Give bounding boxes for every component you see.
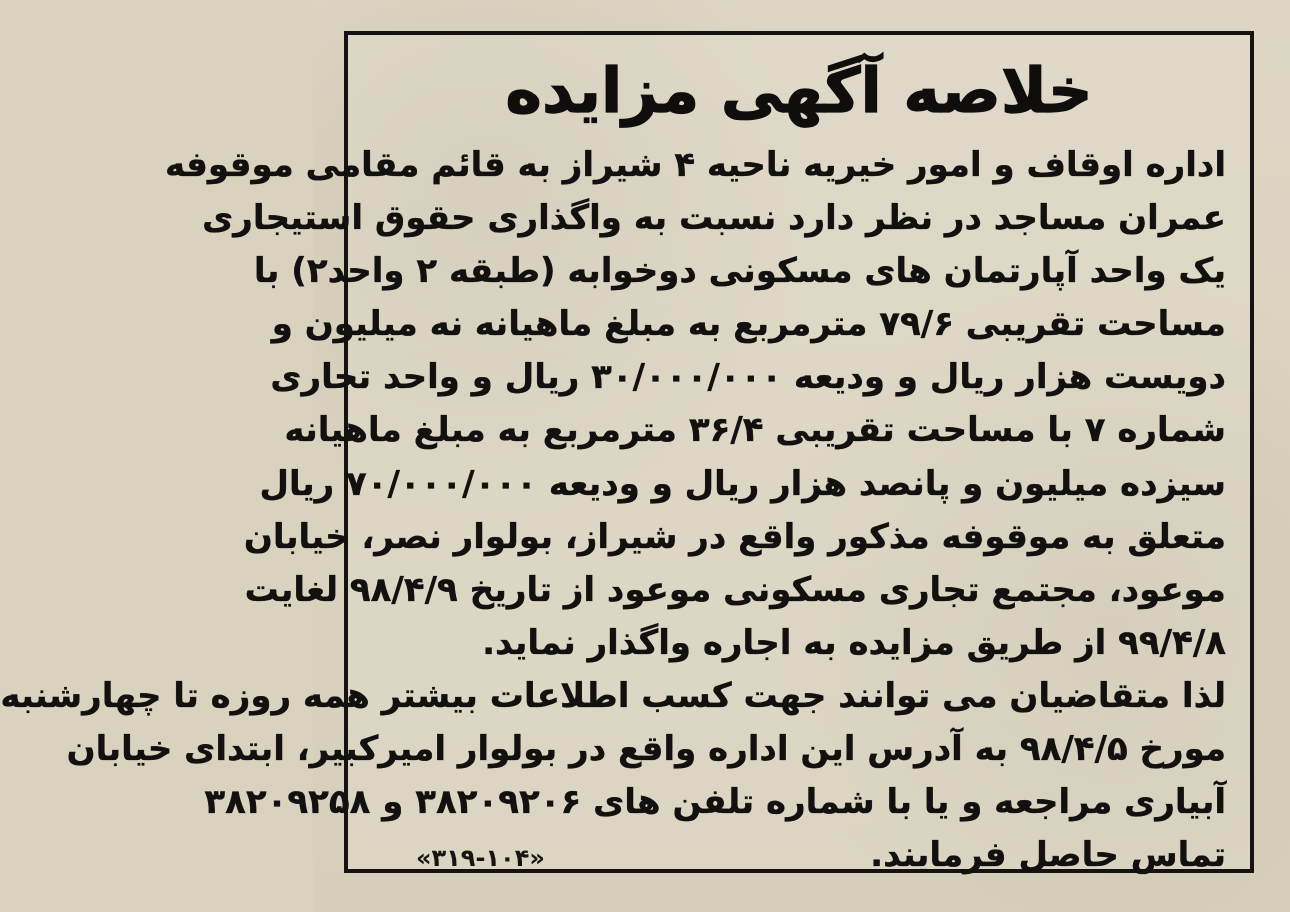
notice-line-6: شماره ۷ با مساحت تقریبی ۳۶/۴ مترمربع به مبلغ ماهیانه (284, 410, 1226, 451)
auction-notice (0, 31, 1254, 876)
notice-line-10: ۹۹/۴/۸ از طریق مزایده به اجاره واگذار نماید. (482, 622, 1226, 663)
notice-reference-number: «۳۱۹-۱۰۴» (416, 844, 545, 872)
notice-line-11: لذا متقاضیان می توانند جهت کسب اطلاعات بیشتر همه روزه تا چهارشنبه (0, 675, 1226, 716)
notice-line-5: دویست هزار ریال و ودیعه ۳۰/۰۰۰/۰۰۰ ریال و واحد تجاری (270, 357, 1226, 398)
notice-title: خلاصه آگهی مزایده (505, 54, 1093, 127)
notice-line-14: تماس حاصل فرمایند. (870, 835, 1226, 876)
notice-line-8: متعلق به موقوفه مذکور واقع در شیراز، بولوار نصر، خیابان (243, 516, 1226, 557)
notice-line-12: مورخ ۹۸/۴/۵ به آدرس این اداره واقع در بولوار امیرکبیر، ابتدای خیابان (66, 729, 1226, 770)
notice-line-7: سیزده میلیون و پانصد هزار ریال و ودیعه ۷۰/۰۰۰/۰۰۰ ریال (259, 463, 1226, 504)
notice-line-2: عمران مساجد در نظر دارد نسبت به واگذاری حقوق استیجاری (202, 198, 1226, 239)
notice-line-9: موعود، مجتمع تجاری مسکونی موعود از تاریخ ۹۸/۴/۹ لغایت (244, 569, 1226, 610)
notice-body (0, 139, 1226, 882)
notice-line-4: مساحت تقریبی ۷۹/۶ مترمربع به مبلغ ماهیانه نه میلیون و (271, 304, 1226, 345)
notice-line-1: اداره اوقاف و امور خیریه ناحیه ۴ شیراز به قائم مقامی موقوفه (165, 145, 1226, 185)
notice-line-13: آبیاری مراجعه و یا با شماره تلفن های ۳۸۲۰۹۲۰۶ و ۳۸۲۰۹۲۵۸ (204, 782, 1226, 823)
notice-line-3: یک واحد آپارتمان های مسکونی دوخوابه (طبقه ۲ واحد۲) با (253, 251, 1226, 292)
